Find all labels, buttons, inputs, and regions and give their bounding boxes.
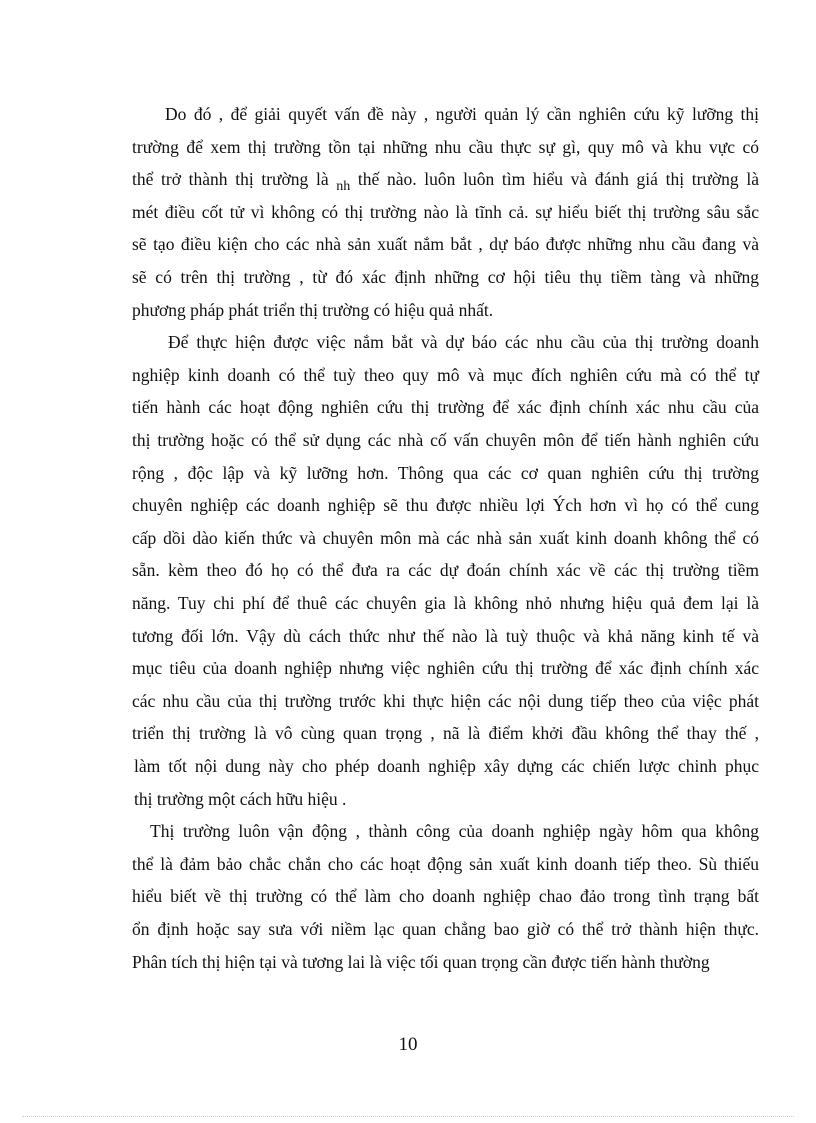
text-line xyxy=(132,364,759,386)
text-line-content: mục tiêu của doanh nghiệp nhưng việc nghiên cứu thị trường để xác định chính xác xyxy=(132,658,759,679)
text-line xyxy=(132,690,759,712)
subscript-fragment: nh xyxy=(336,179,351,195)
page-number: 10 xyxy=(398,1034,418,1055)
text-line-content: làm tốt nội dung này cho phép doanh nghiệp xây dựng các chiến lược chinh phục xyxy=(134,756,759,776)
text-line-content: nghiệp kinh doanh có thể tuỳ theo quy mô và mục đích nghiên cứu mà có thể tự xyxy=(132,364,759,385)
text-line xyxy=(132,201,759,223)
text-line-content: sẵn. kèm theo đó họ có thể đưa ra các dự đoán chính xác về các thị trường tiềm xyxy=(132,560,759,581)
text-line xyxy=(132,853,759,875)
text-line xyxy=(168,331,759,353)
text-line-content: thị trường một cách hữu hiệu . xyxy=(134,788,347,809)
text-line-content: Do đó , để giải quyết vấn đề này , người quản lý cần nghiên cứu kỹ lưỡng thị xyxy=(165,104,759,124)
text-line xyxy=(132,168,759,195)
text-line-content: rộng , độc lập và kỹ lưỡng hơn. Thông qua các cơ quan nghiên cứu thị trường xyxy=(132,462,759,483)
text-line xyxy=(132,722,759,744)
text-line-content: triển thị trường là vô cùng quan trọng , nã là điểm khởi đầu không thể thay thế , xyxy=(132,723,759,744)
text-line-content: ổn định hoặc say sưa với niềm lạc quan chẳng bao giờ có thể trở thành hiện thực. xyxy=(132,919,759,939)
text-line xyxy=(134,788,759,810)
text-line-content: mét điều cốt tử vì không có thị trường nào là tĩnh cả. sự hiểu biết thị trường sâu sắc xyxy=(132,201,759,222)
text-line-content: sẽ tạo điều kiện cho các nhà sản xuất nắm bắt , dự báo được những nhu cầu đang và xyxy=(132,234,759,255)
text-line-fragment: thế nào. luôn luôn tìm hiểu và đánh giá thị trường là xyxy=(350,169,759,190)
text-line xyxy=(132,657,759,679)
text-line xyxy=(132,527,759,549)
text-line-content: trường để xem thị trường tồn tại những nhu cầu thực sự gì, quy mô và khu vực có xyxy=(132,136,759,157)
text-line-fragment: thể trở thành thị trường là xyxy=(132,169,337,190)
text-line-content: tiến hành các hoạt động nghiên cứu thị trường để xác định chính xác nhu cầu của xyxy=(132,397,759,418)
text-line xyxy=(132,396,759,418)
text-line xyxy=(132,429,759,451)
text-line-content: phương pháp phát triển thị trường có hiệu quả nhất. xyxy=(132,299,494,320)
text-line xyxy=(132,625,759,647)
text-line-content: hiểu biết về thị trường có thể làm cho doanh nghiệp chao đảo trong tình trạng bất xyxy=(132,886,759,907)
text-line-content: tương đối lớn. Vậy dù cách thức như thế nào là tuỳ thuộc và khả năng kinh tế và xyxy=(132,625,759,646)
page-bottom-divider xyxy=(22,1116,794,1117)
text-line-content: thể là đảm bảo chắc chắn cho các hoạt động sản xuất kinh doanh tiếp theo. Sù thiếu xyxy=(132,853,759,874)
text-line-content: Để thực hiện được việc nắm bắt và dự báo các nhu cầu của thị trường doanh xyxy=(168,332,759,353)
text-line xyxy=(132,918,759,940)
text-line-content: Thị trường luôn vận động , thành công của doanh nghiệp ngày hôm qua không xyxy=(150,821,759,842)
text-line-content: cấp dồi dào kiến thức và chuyên môn mà các nhà sản xuất kinh doanh không thể có xyxy=(132,527,759,548)
text-line xyxy=(165,103,759,125)
text-line xyxy=(132,885,759,907)
text-line xyxy=(150,820,759,842)
text-line xyxy=(132,266,759,288)
text-line xyxy=(132,559,759,581)
text-line xyxy=(132,136,759,158)
text-line xyxy=(132,494,759,516)
text-line xyxy=(132,462,759,484)
text-line xyxy=(132,233,759,255)
text-line-content: chuyên nghiệp các doanh nghiệp sẽ thu được nhiều lợi Ých hơn vì họ có thể cung xyxy=(132,495,759,516)
text-line-content: thị trường hoặc có thể sử dụng các nhà cố vấn chuyên môn để tiến hành nghiên cứu xyxy=(132,430,759,450)
text-line xyxy=(132,951,759,973)
text-line xyxy=(132,592,759,614)
text-line-content: năng. Tuy chi phí để thuê các chuyên gia là không nhỏ nhưng hiệu quả đem lại là xyxy=(132,593,759,613)
text-line xyxy=(132,299,759,321)
text-line-content: các nhu cầu của thị trường trước khi thực hiện các nội dung tiếp theo của việc phát xyxy=(132,690,759,711)
text-line xyxy=(134,755,759,777)
text-line-content: Phân tích thị hiện tại và tương lai là việc tối quan trọng cần được tiến hành thường xyxy=(132,951,710,972)
text-line-content: sẽ có trên thị trường , từ đó xác định những cơ hội tiêu thụ tiềm tàng và những xyxy=(132,267,759,287)
